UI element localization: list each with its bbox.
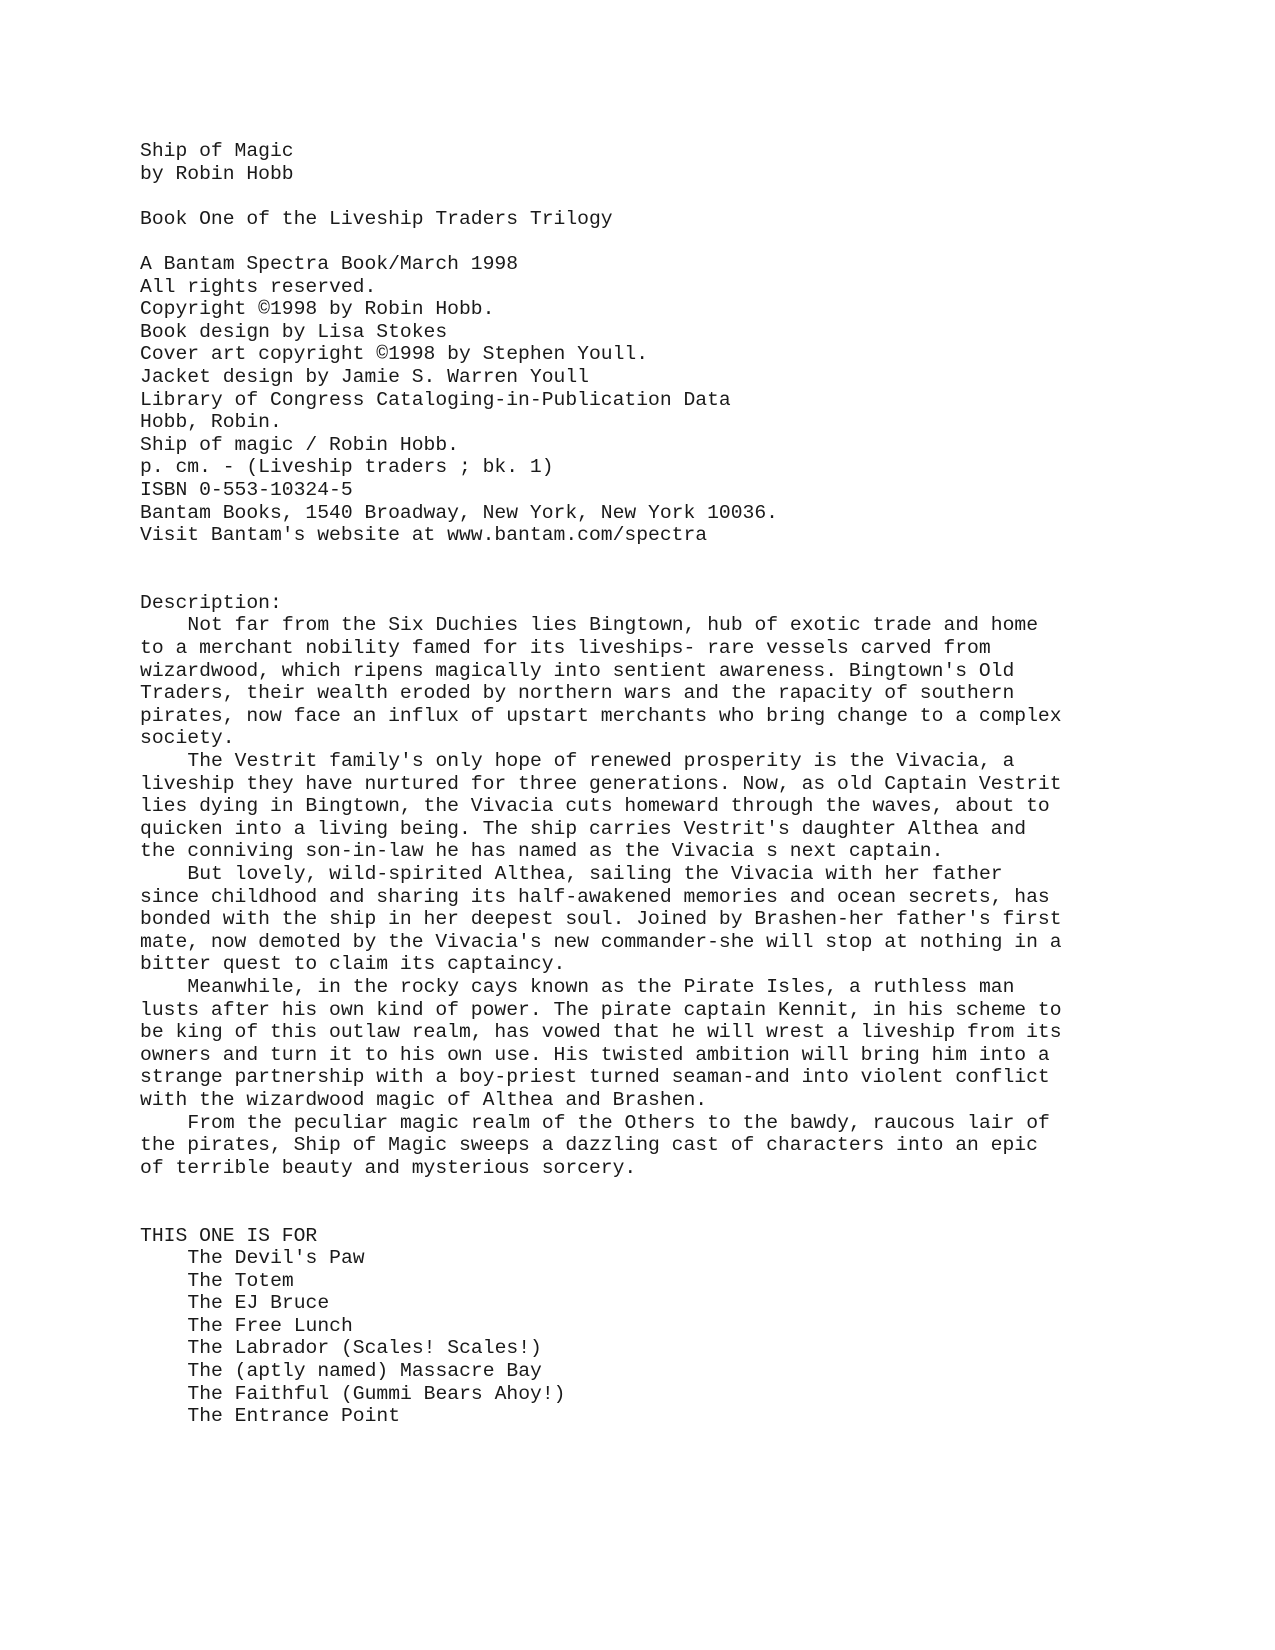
description-line: strange partnership with a boy-priest turned seaman-and into violent conflict <box>140 1066 1050 1089</box>
copyright-line: Library of Congress Cataloging-in-Publication Data <box>140 388 731 411</box>
dedication-section <box>140 1225 1140 1428</box>
book-title: Ship of Magic <box>140 140 294 162</box>
copyright-block <box>140 253 1140 547</box>
description-line: lies dying in Bingtown, the Vivacia cuts homeward through the waves, about to <box>140 795 1050 818</box>
dedication-item: The Entrance Point <box>187 1405 401 1428</box>
copyright-line: Bantam Books, 1540 Broadway, New York, New York 10036. <box>140 501 778 524</box>
description-section <box>140 592 1140 1179</box>
description-line: Traders, their wealth eroded by northern wars and the rapacity of southern <box>140 682 1015 705</box>
copyright-line: All rights reserved. <box>140 275 377 298</box>
copyright-line: A Bantam Spectra Book/March 1998 <box>140 252 519 275</box>
dedication-item: The EJ Bruce <box>187 1292 330 1315</box>
description-line: bitter quest to claim its captaincy. <box>140 953 566 976</box>
blank-lines <box>140 547 1140 592</box>
blank-lines <box>140 1179 1140 1224</box>
description-line: pirates, now face an influx of upstart merchants who bring change to a complex <box>140 704 1062 727</box>
description-heading: Description: <box>140 591 282 614</box>
blank-line <box>140 185 1140 208</box>
description-line: But lovely, wild-spirited Althea, sailing the Vivacia with her father <box>187 863 1003 885</box>
series-line: Book One of the Liveship Traders Trilogy <box>140 207 613 230</box>
copyright-line: Book design by Lisa Stokes <box>140 320 448 343</box>
description-line: since childhood and sharing its half-awakened memories and ocean secrets, has <box>140 885 1050 908</box>
book-byline: by Robin Hobb <box>140 162 294 185</box>
description-line: From the peculiar magic realm of the Others to the bawdy, raucous lair of <box>187 1111 1050 1134</box>
dedication-heading: THIS ONE IS FOR <box>140 1224 318 1247</box>
copyright-line: Visit Bantam's website at www.bantam.com/spectra <box>140 524 708 547</box>
dedication-item: The Labrador (Scales! Scales!) <box>187 1337 542 1360</box>
description-line: to a merchant nobility famed for its liveships- rare vessels carved from <box>140 637 991 660</box>
description-line: owners and turn it to his own use. His twisted ambition will bring him into a <box>140 1043 1050 1066</box>
dedication-item: The Totem <box>187 1269 294 1292</box>
copyright-line: p. cm. - (Liveship traders ; bk. 1) <box>140 456 554 479</box>
copyright-line: Copyright ©1998 by Robin Hobb. <box>140 298 495 321</box>
description-line: quicken into a living being. The ship carries Vestrit's daughter Althea and <box>140 817 1027 840</box>
blank-line <box>140 230 1140 253</box>
dedication-item: The Free Lunch <box>187 1314 353 1337</box>
document-page <box>140 140 1140 1428</box>
copyright-line: Hobb, Robin. <box>140 411 282 434</box>
description-line: of terrible beauty and mysterious sorcery. <box>140 1156 637 1179</box>
description-line: with the wizardwood magic of Althea and Brashen. <box>140 1088 708 1111</box>
description-line: lusts after his own kind of power. The pirate captain Kennit, in his scheme to <box>140 998 1062 1021</box>
description-line: wizardwood, which ripens magically into sentient awareness. Bingtown's Old <box>140 659 1015 682</box>
description-line: The Vestrit family's only hope of renewed prosperity is the Vivacia, a <box>187 750 1015 773</box>
dedication-item: The Devil's Paw <box>187 1247 365 1270</box>
description-line: the pirates, Ship of Magic sweeps a dazzling cast of characters into an epic <box>140 1134 1038 1157</box>
description-line: bonded with the ship in her deepest soul. Joined by Brashen-her father's first <box>140 908 1062 931</box>
dedication-item: The (aptly named) Massacre Bay <box>187 1360 542 1383</box>
description-line: be king of this outlaw realm, has vowed that he will wrest a liveship from its <box>140 1021 1062 1044</box>
description-line: Meanwhile, in the rocky cays known as the Pirate Isles, a ruthless man <box>187 975 1015 998</box>
dedication-item: The Faithful (Gummi Bears Ahoy!) <box>187 1382 566 1405</box>
copyright-line: Jacket design by Jamie S. Warren Youll <box>140 365 589 388</box>
copyright-line: ISBN 0-553-10324-5 <box>140 478 353 501</box>
description-line: the conniving son-in-law he has named as the Vivacia s next captain. <box>140 840 944 863</box>
copyright-line: Ship of magic / Robin Hobb. <box>140 433 459 456</box>
description-line: mate, now demoted by the Vivacia's new commander-she will stop at nothing in a <box>140 930 1062 953</box>
copyright-line: Cover art copyright ©1998 by Stephen Youll. <box>140 343 649 366</box>
description-line: Not far from the Six Duchies lies Bingtown, hub of exotic trade and home <box>187 614 1039 637</box>
description-line: liveship they have nurtured for three generations. Now, as old Captain Vestrit <box>140 772 1062 795</box>
description-line: society. <box>140 727 235 750</box>
title-block <box>140 140 1140 230</box>
